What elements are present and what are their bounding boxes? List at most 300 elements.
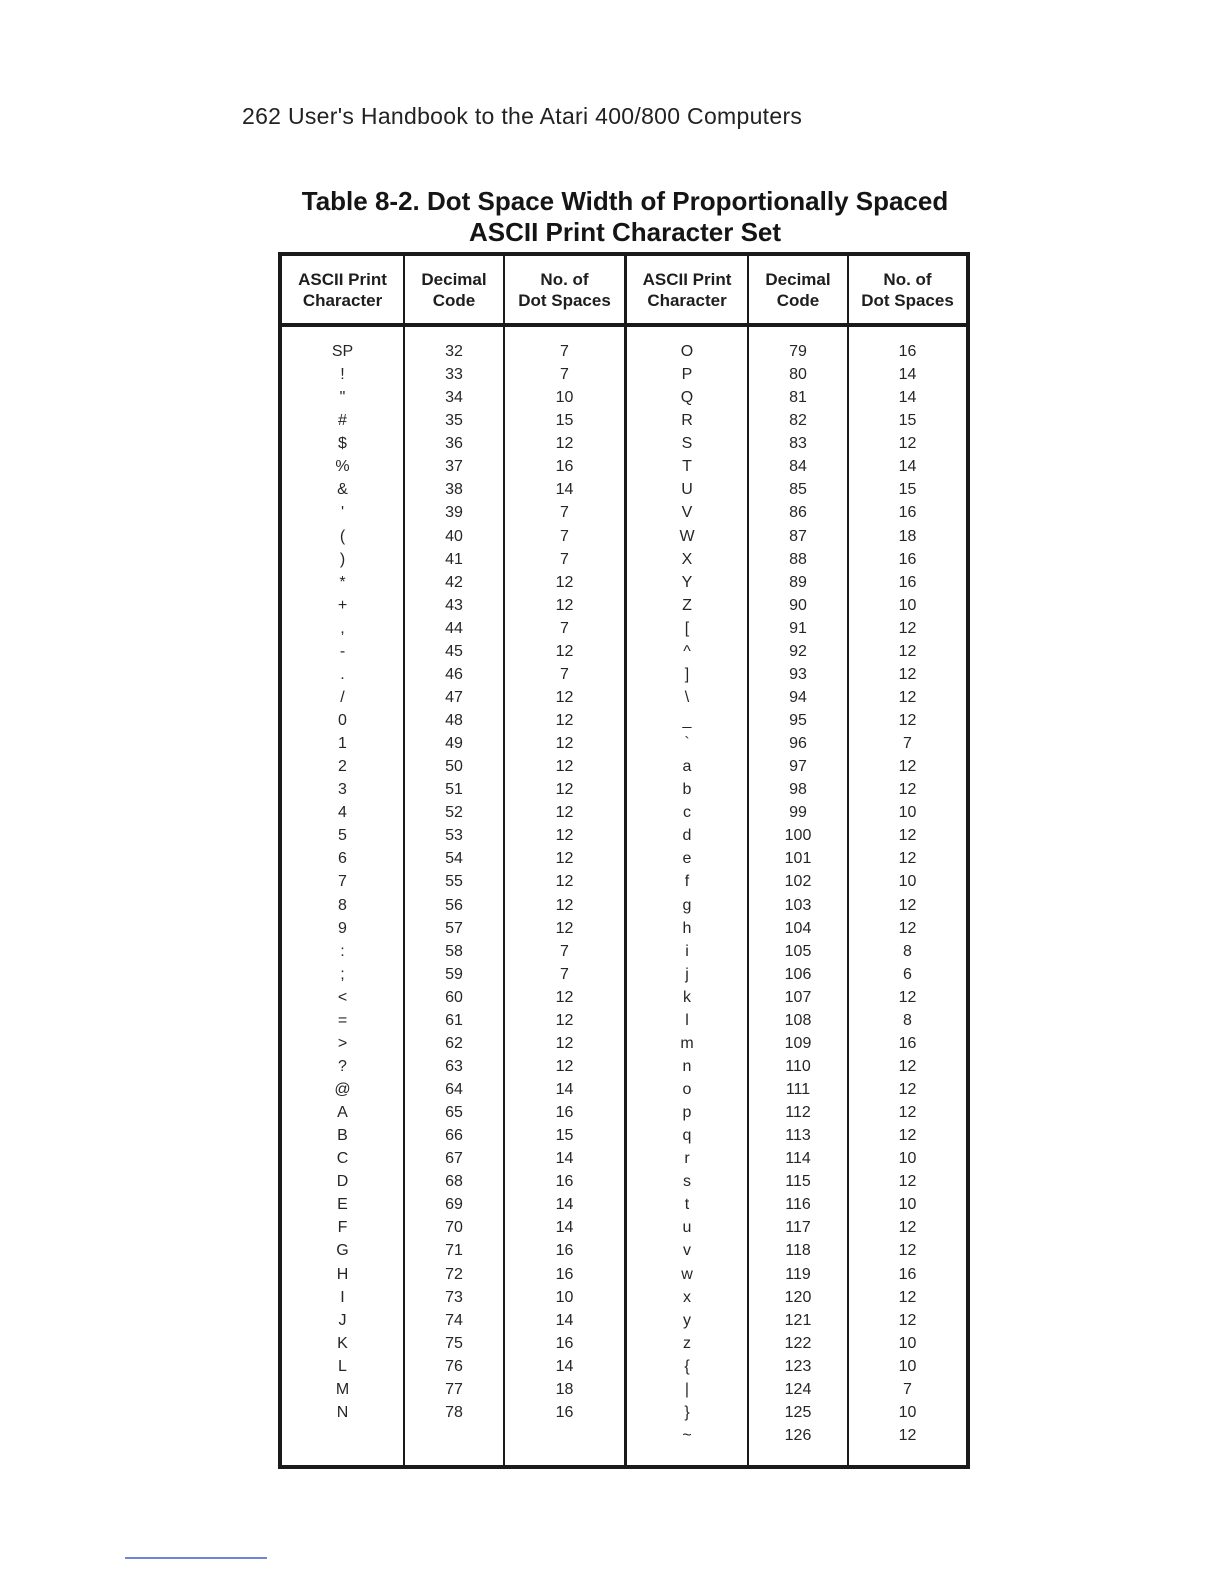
table-cell: J — [338, 1311, 347, 1329]
table-cell: 12 — [555, 781, 574, 799]
table-cell: ` — [684, 735, 690, 753]
table-cell: 12 — [555, 827, 574, 845]
table-cell: r — [684, 1150, 690, 1168]
table-cell: ( — [339, 527, 346, 545]
header-decimal-code-right — [749, 256, 847, 323]
table-cell: 1 — [338, 735, 347, 753]
table-cell: 119 — [785, 1265, 811, 1283]
table-cell: u — [682, 1219, 692, 1237]
table-cell: 12 — [555, 758, 574, 776]
table-cell: 108 — [784, 1011, 812, 1029]
table-cell: 7 — [560, 504, 569, 522]
table-cell: 14 — [555, 1311, 574, 1329]
table-cell: 104 — [784, 919, 812, 937]
table-cell: i — [685, 942, 689, 960]
table-cell: & — [337, 481, 348, 499]
table-cell: 0 — [338, 712, 347, 729]
table-cell: 126 — [784, 1426, 812, 1444]
header-line1: No. of — [540, 269, 589, 289]
table-cell: 4 — [338, 804, 347, 822]
column-ascii-char-right — [627, 340, 747, 1447]
table-cell: 12 — [555, 642, 574, 660]
table-cell: 16 — [898, 504, 917, 522]
table-cell: 90 — [789, 596, 807, 614]
column-decimal-code-right — [749, 340, 847, 1447]
table-cell: 56 — [445, 896, 463, 914]
table-cell: 97 — [789, 758, 807, 776]
table-cell: e — [682, 850, 692, 868]
table-cell: 14 — [898, 366, 917, 384]
table-cell: 51 — [445, 781, 463, 799]
table-cell: 12 — [555, 688, 574, 706]
table-cell: 7 — [560, 550, 569, 568]
table-cell: $ — [338, 435, 347, 453]
table-title-line2: ASCII Print Character Set — [468, 217, 782, 247]
table-cell: 121 — [784, 1311, 812, 1329]
header-line1: Decimal — [421, 269, 487, 289]
table-cell: 118 — [785, 1242, 811, 1260]
table-cell: 92 — [789, 642, 807, 660]
table-cell: 42 — [445, 573, 463, 591]
table-cell: 14 — [555, 1357, 574, 1375]
table-cell: 12 — [555, 896, 574, 914]
table-cell: 32 — [445, 343, 463, 360]
table-cell: 7 — [560, 965, 569, 983]
table-cell: 12 — [555, 919, 574, 937]
table-cell: 113 — [785, 1127, 811, 1145]
table-cell: F — [337, 1219, 348, 1237]
table-cell: 12 — [555, 735, 574, 753]
header-line1: No. of — [883, 269, 932, 289]
table-cell: 18 — [898, 527, 917, 545]
table-cell: 37 — [445, 458, 463, 476]
table-cell: 107 — [784, 988, 812, 1006]
table-cell: _ — [682, 712, 692, 729]
table-cell: 112 — [785, 1104, 811, 1122]
table-cell: 120 — [784, 1288, 812, 1306]
table-cell: 12 — [555, 712, 574, 729]
header-line2: Character — [302, 290, 383, 310]
table-cell: 6 — [338, 850, 347, 868]
table-cell: 44 — [445, 619, 463, 637]
table-cell: 115 — [785, 1173, 811, 1191]
table-cell: 12 — [555, 573, 574, 591]
table-cell: H — [336, 1265, 349, 1283]
table-cell: 14 — [555, 1081, 574, 1098]
table-cell: 55 — [445, 873, 463, 891]
table-cell: / — [340, 688, 345, 706]
table-cell: ? — [338, 1057, 347, 1075]
table-cell: W — [679, 527, 695, 545]
table-cell: 12 — [898, 1057, 917, 1075]
table-cell: 10 — [898, 596, 917, 614]
table-cell: 12 — [898, 827, 917, 845]
table-cell: 48 — [445, 712, 463, 729]
table-cell: @ — [334, 1081, 351, 1098]
table-cell: I — [340, 1288, 345, 1306]
table-cell: Z — [682, 596, 692, 614]
table-cell: 15 — [555, 1127, 574, 1145]
table-cell: D — [336, 1173, 349, 1191]
table-cell: 33 — [445, 366, 463, 384]
table-cell: % — [335, 458, 350, 476]
table-cell: 12 — [898, 619, 917, 637]
table-cell: 12 — [555, 804, 574, 822]
table-cell: 12 — [898, 1426, 917, 1444]
table-cell: p — [682, 1104, 692, 1122]
header-dot-spaces-right — [849, 256, 966, 323]
table-cell: 12 — [898, 988, 917, 1006]
table-cell: 100 — [784, 827, 812, 845]
table-cell: 88 — [789, 550, 807, 568]
header-decimal-code-left — [405, 256, 503, 323]
table-cell: 14 — [555, 1150, 574, 1168]
table-cell: 14 — [555, 1219, 574, 1237]
table-cell: U — [681, 481, 693, 499]
table-cell: 99 — [789, 804, 807, 822]
table-cell: Y — [681, 573, 693, 591]
header-line2: Code — [776, 290, 820, 310]
table-cell: 117 — [785, 1219, 811, 1237]
table-cell: 109 — [784, 1034, 812, 1052]
table-cell: 98 — [789, 781, 807, 799]
table-cell: K — [337, 1334, 348, 1352]
table-cell: 35 — [445, 412, 463, 430]
table-cell: 79 — [789, 343, 807, 360]
table-cell: 12 — [898, 850, 917, 868]
table-cell: 14 — [898, 389, 917, 407]
table-cell: 63 — [445, 1057, 463, 1075]
table-cell: s — [683, 1173, 691, 1191]
table-cell: 14 — [555, 481, 574, 499]
table-cell: SP — [331, 343, 354, 360]
table-cell: 7 — [560, 665, 569, 683]
table-cell: 7 — [560, 527, 569, 545]
header-line1: Decimal — [765, 269, 831, 289]
table-cell: 12 — [898, 712, 917, 729]
header-line2: Dot Spaces — [861, 290, 954, 310]
table-cell: g — [682, 896, 692, 914]
table-cell: 83 — [789, 435, 807, 453]
table-cell: j — [685, 965, 689, 983]
table-cell: 12 — [555, 1057, 574, 1075]
table-cell: 36 — [445, 435, 463, 453]
table-cell: h — [682, 919, 692, 937]
table-cell: 49 — [445, 735, 463, 753]
table-cell: 54 — [445, 850, 463, 868]
table-cell: w — [681, 1265, 693, 1283]
table-cell: M — [335, 1380, 350, 1398]
table-cell: 93 — [789, 665, 807, 683]
table-cell: S — [681, 435, 693, 453]
table-cell: 102 — [784, 873, 812, 891]
table-cell: 12 — [898, 1127, 917, 1145]
table-cell: 81 — [789, 389, 807, 407]
table-cell: x — [683, 1288, 691, 1306]
header-rule — [282, 323, 966, 327]
table-cell: 10 — [898, 1150, 917, 1168]
table-cell: 16 — [555, 1242, 574, 1260]
table-cell: 8 — [903, 1011, 912, 1029]
table-cell: G — [336, 1242, 349, 1260]
table-cell: 76 — [445, 1357, 463, 1375]
table-cell: 47 — [445, 688, 463, 706]
table-cell: 105 — [784, 942, 812, 960]
table-cell: 2 — [338, 758, 347, 776]
table-cell: 15 — [898, 481, 917, 499]
table-cell: N — [336, 1403, 349, 1421]
table-cell: [ — [684, 619, 690, 637]
table-cell: 15 — [898, 412, 917, 430]
table-cell: 16 — [898, 573, 917, 591]
table-cell: 12 — [898, 1104, 917, 1122]
table-cell: C — [336, 1150, 349, 1168]
table-cell: 73 — [445, 1288, 463, 1306]
table-cell: 12 — [898, 1219, 917, 1237]
table-cell: 122 — [784, 1334, 812, 1352]
table-cell: 52 — [445, 804, 463, 822]
table-title-line1: Table 8-2. Dot Space Width of Proportionally Spaced — [301, 186, 949, 216]
table-cell: 59 — [445, 965, 463, 983]
table-cell: Q — [680, 389, 694, 407]
column-dot-spaces-right — [849, 340, 966, 1447]
table-cell: 7 — [560, 942, 569, 960]
table-cell: 7 — [560, 619, 569, 637]
table-cell: 58 — [445, 942, 463, 960]
table-cell: l — [685, 1011, 689, 1029]
column-dot-spaces-left — [505, 340, 624, 1424]
table-cell: 96 — [789, 735, 807, 753]
table-cell: n — [682, 1057, 692, 1075]
table-cell: 10 — [898, 1357, 917, 1375]
table-cell: 89 — [789, 573, 807, 591]
table-cell: c — [683, 804, 691, 822]
table-cell: m — [680, 1034, 694, 1052]
table-cell: 12 — [555, 1034, 574, 1052]
table-cell: 7 — [903, 1380, 912, 1398]
table-cell: 16 — [898, 1034, 917, 1052]
table-cell: 80 — [789, 366, 807, 384]
table-cell: 12 — [898, 1081, 917, 1098]
table-cell: 50 — [445, 758, 463, 776]
table-cell: } — [684, 1403, 690, 1421]
header-line2: Code — [432, 290, 476, 310]
table-cell: 39 — [445, 504, 463, 522]
table-cell: * — [339, 573, 346, 591]
table-cell: 70 — [445, 1219, 463, 1237]
header-ascii-char-right — [627, 256, 747, 323]
table-cell: 65 — [445, 1104, 463, 1122]
table-cell: q — [682, 1127, 692, 1145]
table-cell: 110 — [785, 1057, 811, 1075]
table-cell: 12 — [555, 873, 574, 891]
table-cell: L — [338, 1357, 347, 1375]
table-cell: T — [682, 458, 692, 476]
table-cell: 16 — [555, 1104, 574, 1122]
table-cell: 38 — [445, 481, 463, 499]
header-ascii-char-left — [282, 256, 403, 323]
table-cell: " — [339, 389, 346, 407]
table-cell: 103 — [784, 896, 812, 914]
table-cell: 43 — [445, 596, 463, 614]
table-cell: 10 — [898, 1334, 917, 1352]
table-cell: 6 — [903, 965, 912, 983]
column-ascii-char-left — [282, 340, 403, 1424]
table-cell: > — [337, 1034, 348, 1052]
table-cell: k — [683, 988, 691, 1006]
table-cell: \ — [684, 688, 690, 706]
table-cell: A — [337, 1104, 348, 1122]
table-cell: 16 — [555, 1334, 574, 1352]
header-line1: ASCII Print — [642, 269, 732, 289]
table-cell: 12 — [898, 1242, 917, 1260]
table-cell: 12 — [898, 665, 917, 683]
table-title — [280, 186, 970, 248]
table-cell: 64 — [445, 1081, 463, 1098]
table-cell: 12 — [898, 688, 917, 706]
table-cell: b — [682, 781, 692, 799]
header-line2: Character — [647, 290, 727, 310]
table-cell: V — [681, 504, 693, 522]
table-cell: 60 — [445, 988, 463, 1006]
table-cell: 61 — [445, 1011, 463, 1029]
table-cell: 14 — [898, 458, 917, 476]
table-cell: 57 — [445, 919, 463, 937]
table-cell: 67 — [445, 1150, 463, 1168]
table-cell: = — [337, 1011, 348, 1029]
table-cell: 7 — [903, 735, 912, 753]
table-cell: ] — [684, 665, 690, 683]
table-cell: . — [340, 665, 345, 683]
table-cell: 68 — [445, 1173, 463, 1191]
table-cell: 101 — [784, 850, 812, 868]
table-cell: 12 — [555, 435, 574, 453]
table-cell: 94 — [789, 688, 807, 706]
table-cell: ' — [340, 504, 345, 522]
table-cell: 75 — [445, 1334, 463, 1352]
table-cell: 16 — [555, 458, 574, 476]
table-cell: 12 — [555, 850, 574, 868]
table-cell: o — [682, 1081, 692, 1098]
table-cell: v — [683, 1242, 691, 1260]
table-cell: 91 — [789, 619, 807, 637]
table-cell: 12 — [555, 1011, 574, 1029]
table-cell: 12 — [555, 596, 574, 614]
table-cell: < — [337, 988, 348, 1006]
table-cell: | — [684, 1380, 690, 1398]
table-cell: 78 — [445, 1403, 463, 1421]
table-cell: 7 — [560, 343, 569, 360]
table-cell: 86 — [789, 504, 807, 522]
table-cell: 85 — [789, 481, 807, 499]
running-head: 262 User's Handbook to the Atari 400/800 Computers — [242, 103, 803, 129]
table-cell: 12 — [555, 988, 574, 1006]
table-cell: y — [683, 1311, 691, 1329]
table-cell: 124 — [784, 1380, 812, 1398]
table-cell: 10 — [555, 389, 574, 407]
table-cell: # — [338, 412, 347, 430]
table-cell: 12 — [898, 642, 917, 660]
table-cell: 116 — [785, 1196, 811, 1214]
table-cell: a — [682, 758, 692, 776]
table-cell: 53 — [445, 827, 463, 845]
table-cell: 62 — [445, 1034, 463, 1052]
header-line2: Dot Spaces — [518, 290, 611, 310]
table-cell: 106 — [784, 965, 812, 983]
table-cell: 82 — [789, 412, 807, 430]
table-cell: 95 — [789, 712, 807, 729]
table-cell: 5 — [338, 827, 347, 845]
table-cell: 46 — [445, 665, 463, 683]
table-cell: 16 — [898, 550, 917, 568]
header-dot-spaces-left — [505, 256, 624, 323]
table-cell: 71 — [445, 1242, 463, 1260]
table-cell: R — [681, 412, 693, 430]
table-cell: { — [684, 1357, 690, 1375]
table-cell: 12 — [898, 781, 917, 799]
table-cell: + — [337, 596, 348, 614]
table-cell: d — [682, 827, 692, 845]
table-cell: 8 — [903, 942, 912, 960]
table-cell: 12 — [898, 435, 917, 453]
table-cell: 114 — [785, 1150, 811, 1168]
table-cell: 12 — [898, 919, 917, 937]
table-cell: 34 — [445, 389, 463, 407]
table-cell: 72 — [445, 1265, 463, 1283]
table-cell: 10 — [898, 873, 917, 891]
table-cell: 12 — [898, 896, 917, 914]
table-cell: t — [684, 1196, 690, 1214]
table-cell: B — [337, 1127, 348, 1145]
table-cell: 3 — [338, 781, 347, 799]
table-cell: 14 — [555, 1196, 574, 1214]
table-cell: 84 — [789, 458, 807, 476]
table-cell: 18 — [555, 1380, 574, 1398]
table-cell: 87 — [789, 527, 807, 545]
table-cell: 16 — [898, 1265, 917, 1283]
table-cell: ; — [340, 965, 345, 983]
column-decimal-code-left — [405, 340, 503, 1424]
table-cell: ) — [339, 550, 346, 568]
ascii-dot-space-table — [278, 252, 970, 1469]
table-cell: 7 — [338, 873, 347, 891]
table-cell: 125 — [784, 1403, 812, 1421]
header-line1: ASCII Print — [298, 269, 387, 289]
table-cell: 16 — [555, 1173, 574, 1191]
table-cell: 15 — [555, 412, 574, 430]
table-cell: ~ — [682, 1426, 692, 1444]
table-cell: 12 — [898, 1311, 917, 1329]
table-cell: 123 — [784, 1357, 812, 1375]
table-cell: 16 — [555, 1403, 574, 1421]
table-cell: 74 — [445, 1311, 463, 1329]
table-cell: 12 — [898, 1173, 917, 1191]
table-cell: 12 — [898, 1288, 917, 1306]
table-cell: 40 — [445, 527, 463, 545]
table-cell: 8 — [338, 896, 347, 914]
table-cell: 77 — [445, 1380, 463, 1398]
table-cell: X — [681, 550, 693, 568]
table-cell: O — [680, 343, 694, 360]
table-cell: , — [340, 619, 345, 637]
table-cell: 10 — [898, 1196, 917, 1214]
table-cell: 41 — [445, 550, 463, 568]
table-cell: 12 — [898, 758, 917, 776]
table-cell: ^ — [683, 642, 691, 660]
table-cell: 10 — [898, 1403, 917, 1421]
table-cell: 7 — [560, 366, 569, 384]
table-cell: - — [339, 642, 346, 660]
